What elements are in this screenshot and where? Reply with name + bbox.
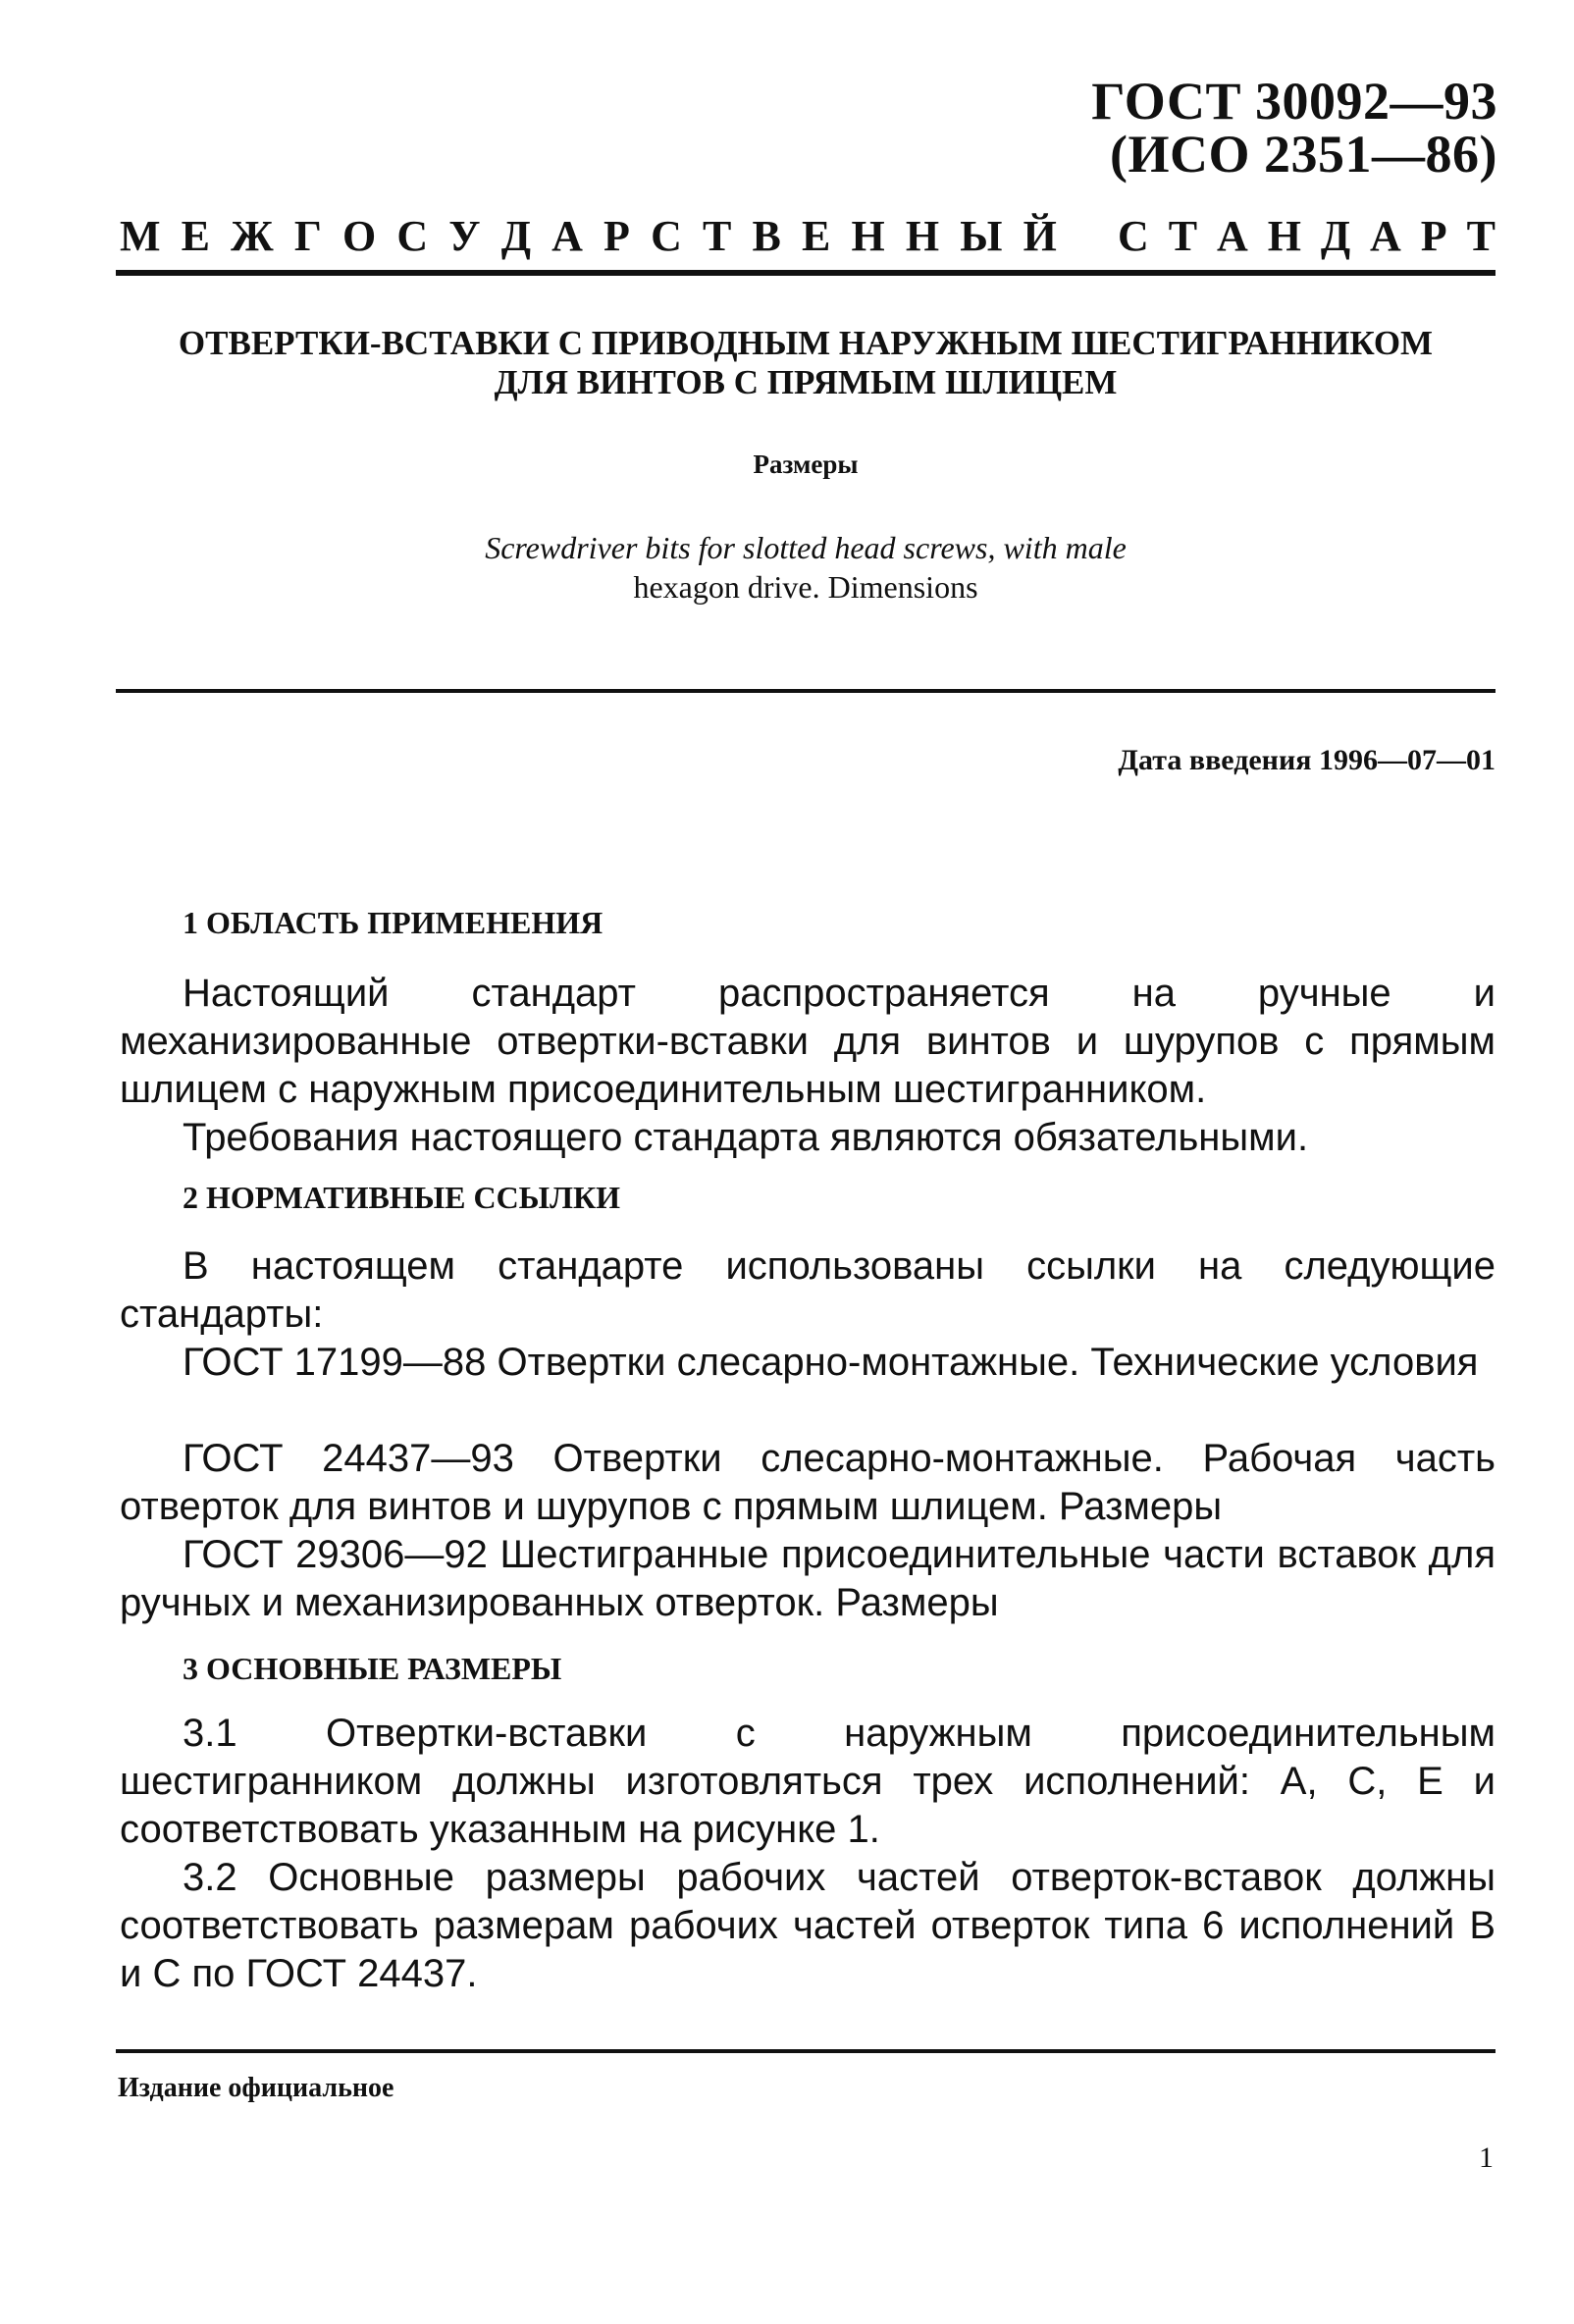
letter: Д xyxy=(500,212,531,260)
document-subtitle: Размеры xyxy=(753,449,859,479)
title-divider xyxy=(116,689,1495,693)
letter: С xyxy=(1118,212,1149,260)
section-heading: 2 НОРМАТИВНЫЕ ССЫЛКИ xyxy=(183,1180,621,1215)
letter: С xyxy=(396,212,429,260)
standard-type-word-interstate xyxy=(120,212,1057,261)
letter: Й xyxy=(1023,212,1057,260)
letter: Т xyxy=(1466,212,1495,260)
letter: Р xyxy=(1420,212,1447,260)
letter: Е xyxy=(802,212,831,260)
letter: Е xyxy=(181,212,211,260)
page-number: 1 xyxy=(1479,2141,1494,2174)
letter: Н xyxy=(1267,212,1301,260)
paragraph: Настоящий стандарт распространяется на ручные и механизированные отвертки-вставки для винтов и шурупов с прямым шлицем с наружным присоединительным шестигранником. xyxy=(120,972,1495,1111)
paragraph: 3.2 Основные размеры рабочих частей отверток-вставок должны соответствовать размерам рабочих частей отверток типа 6 исполнений В и С по ГОСТ 24437. xyxy=(120,1856,1495,1995)
letter: Д xyxy=(1320,212,1351,260)
letter: Ж xyxy=(231,212,274,260)
section-heading: 3 ОСНОВНЫЕ РАЗМЕРЫ xyxy=(183,1651,562,1686)
letter: А xyxy=(1370,212,1401,260)
letter: Г xyxy=(293,212,322,260)
section-heading: 1 ОБЛАСТЬ ПРИМЕНЕНИЯ xyxy=(183,905,603,940)
letter: А xyxy=(1216,212,1248,260)
english-title-line-1: Screwdriver bits for slotted head screws, with male xyxy=(485,530,1127,565)
paragraph: 3.1 Отвертки-вставки с наружным присоединительным шестигранником должны изготовляться трех исполнений: А, С, Е и соответствовать указанным на рисунке 1. xyxy=(120,1712,1495,1851)
english-title xyxy=(116,528,1495,607)
iso-number: (ИСО 2351—86) xyxy=(1110,125,1497,184)
letter: Н xyxy=(851,212,885,260)
letter: Р xyxy=(603,212,630,260)
standard-type-word-standard xyxy=(1118,212,1495,261)
letter: А xyxy=(551,212,583,260)
letter: В xyxy=(752,212,781,260)
reference-item: ГОСТ 29306—92 Шестигранные присоединительные части вставок для ручных и механизированных отверток. Размеры xyxy=(120,1533,1495,1624)
paragraph: В настоящем стандарте использованы ссылки на следующие стандарты: xyxy=(120,1244,1495,1336)
document-title-line-1: ОТВЕРТКИ-ВСТАВКИ С ПРИВОДНЫМ НАРУЖНЫМ ШЕСТИГРАННИКОМ xyxy=(178,324,1434,362)
reference-item: ГОСТ 17199—88 Отвертки слесарно-монтажные. Технические условия xyxy=(183,1341,1479,1384)
letter: О xyxy=(341,212,377,260)
letter: У xyxy=(448,212,481,260)
english-title-line-2: hexagon drive. Dimensions xyxy=(633,569,978,605)
document-title-line-2: ДЛЯ ВИНТОВ С ПРЯМЫМ ШЛИЦЕМ xyxy=(494,363,1118,401)
letter: Т xyxy=(1168,212,1198,260)
letter: С xyxy=(651,212,682,260)
letter: Н xyxy=(905,212,940,260)
introduction-date: Дата введения 1996—07—01 xyxy=(1118,744,1495,776)
paragraph: Требования настоящего стандарта являются обязательными. xyxy=(183,1116,1309,1159)
letter: Ы xyxy=(960,212,1003,260)
gost-number: ГОСТ 30092—93 xyxy=(1091,72,1497,131)
letter: М xyxy=(120,212,161,260)
header-divider xyxy=(116,270,1495,276)
standard-type-heading xyxy=(120,212,1495,261)
reference-item: ГОСТ 24437—93 Отвертки слесарно-монтажные. Рабочая часть отверток для винтов и шурупов с прямым шлицем. Размеры xyxy=(120,1437,1495,1528)
footer-divider xyxy=(116,2049,1495,2053)
letter: Т xyxy=(703,212,732,260)
edition-label: Издание официальное xyxy=(118,2073,394,2103)
